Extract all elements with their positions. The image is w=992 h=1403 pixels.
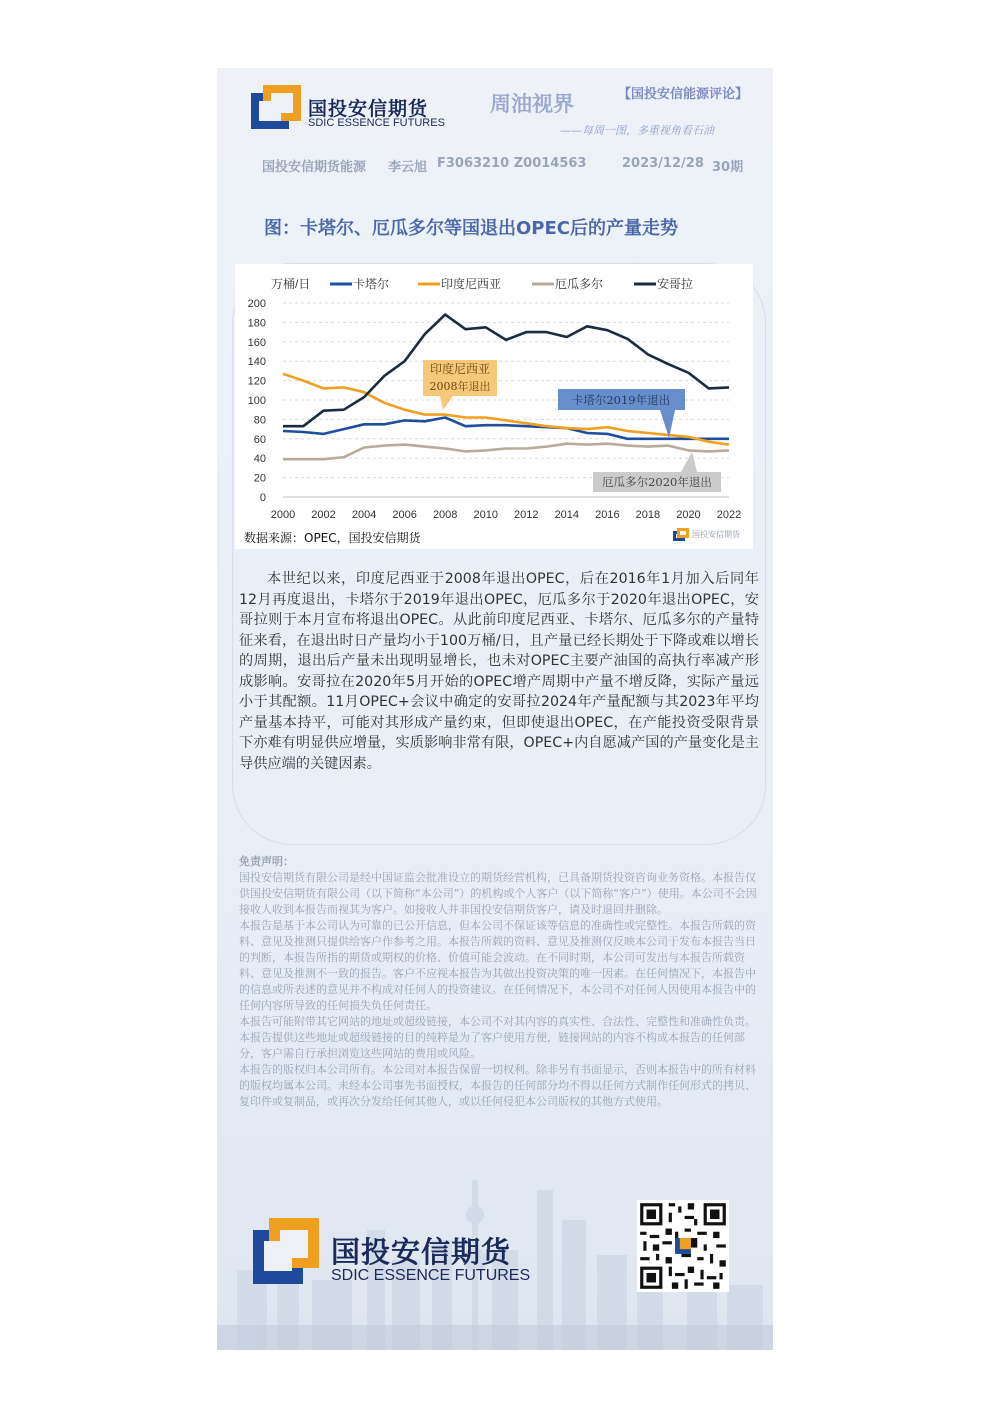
x-tick-label: 2016 <box>595 509 620 521</box>
annotation-label: 卡塔尔2019年退出 <box>571 393 671 407</box>
disclaimer-paragraph: 本报告可能附带其它网站的地址或超级链接，本公司不对其内容的真实性、合法性、完整性和准确性负责。本报告提供这些地址或超级链接的目的纯粹是为了客户使用方便，链接网站的内容不构成本报告的任何部分，客户需自行承担浏览这些网站的费用或风险。 <box>239 1015 756 1060</box>
y-axis-unit-label: 万桶/日 <box>271 277 311 291</box>
y-tick-label: 80 <box>253 414 266 427</box>
legend-label: 卡塔尔 <box>353 277 390 291</box>
annotation-label: 印度尼西亚 <box>429 362 491 376</box>
watermark-text: 国投安信期货 <box>692 530 740 539</box>
footer-logo-icon <box>253 1218 319 1284</box>
y-tick-label: 40 <box>253 453 266 466</box>
report-tag: 【国投安信能源评论】 <box>618 87 749 102</box>
y-tick-label: 160 <box>247 336 266 349</box>
x-tick-label: 2018 <box>635 509 661 521</box>
legend-label: 厄瓜多尔 <box>555 277 604 291</box>
x-tick-label: 2010 <box>473 509 498 521</box>
disclaimer <box>239 854 759 1110</box>
y-tick-label: 180 <box>247 317 266 330</box>
y-tick-label: 120 <box>247 375 266 388</box>
series-line <box>283 444 729 460</box>
series-title: 周油视界 <box>490 92 574 116</box>
qr-code-image <box>637 1200 729 1292</box>
x-tick-label: 2006 <box>392 509 417 521</box>
x-tick-label: 2004 <box>351 509 377 521</box>
disclaimer-paragraph: 本报告是基于本公司认为可靠的已公开信息，但本公司不保证该等信息的准确性或完整性。本报告所载的资料、意见及推测只提供给客户作参考之用。本报告所载的资料、意见及推测仅反映本公司于发布本报告当日的判断，本报告所指的期货或期权的价格、价值可能会波动。在不同时期，本公司可发出与本报告所载资料、意见及推测不一致的报告。客户不应视本报告为其做出投资决策的唯一因素。在任何情况下，本报告中的信息或所表述的意见并不构成对任何人的投资建议。在任何情况下，本公司不对任何人因使用本报告中的任何内容所导致的任何损失负任何责任。 <box>239 919 756 1012</box>
footer-brand-cn: 国投安信期货 <box>331 1235 512 1269</box>
annotation-label: 2008年退出 <box>429 380 491 393</box>
y-tick-label: 0 <box>259 492 266 504</box>
y-tick-label: 100 <box>247 395 266 407</box>
meta-license: F3063210 Z0014563 <box>437 156 587 171</box>
chart-card <box>235 264 753 549</box>
disclaimer-paragraph: 本报告的版权归本公司所有。本公司对本报告保留一切权利。除非另有书面显示，否则本报告中的所有材料的版权均属本公司。未经本公司事先书面授权，本报告的任何部分均不得以任何方式制作任何形式的拷贝、复印件或复制品，或再次分发给任何其他人，或以任何侵犯本公司版权的其他方式使用。 <box>239 1063 756 1108</box>
meta-date: 2023/12/28 <box>622 156 704 171</box>
analysis-paragraph: 本世纪以来，印度尼西亚于2008年退出OPEC，后在2016年1月加入后同年12月再度退出，卡塔尔于2019年退出OPEC，厄瓜多尔于2020年退出OPEC，安哥拉则于本月宣布将退出OPEC。从此前印度尼西亚、卡塔尔、厄瓜多尔的产量特征来看，在退出时日产量均小于100万桶/日，且产量已经长期处于下降或难以增长的周期，退出后产量未出现明显增长，也未对OPEC主要产油国的高执行率减产形成影响。安哥拉在2020年5月开始的OPEC增产周期中产量不增反降，实际产量远小于其配额。11月OPEC+会议中确定的安哥拉2024年产量配额与其2023年平均产量基本持平，可能对其形成产量约束，但即使退出OPEC，在产能投资受限背景下亦难有明显供应增量，实质影响非常有限，OPEC+内自愿减产国的产量变化是主导供应端的关键因素。 <box>239 571 759 772</box>
chart-source: 数据来源：OPEC，国投安信期货 <box>244 531 421 545</box>
meta-issue: 30期 <box>712 160 744 175</box>
x-tick-label: 2020 <box>676 509 701 521</box>
figure-title: 图：卡塔尔、厄瓜多尔等国退出OPEC后的产量走势 <box>264 218 678 239</box>
series-motto: ——每周一图，多重视角看石油 <box>560 124 714 137</box>
x-tick-label: 2008 <box>432 509 458 521</box>
annotation-pointer <box>681 452 697 472</box>
production-line-chart <box>235 264 753 549</box>
company-logo-icon <box>251 85 301 129</box>
annotation-label: 厄瓜多尔2020年退出 <box>602 475 712 489</box>
legend-label: 印度尼西亚 <box>441 277 502 291</box>
meta-author: 李云旭 <box>388 160 428 175</box>
x-tick-label: 2012 <box>514 509 539 521</box>
x-tick-label: 2002 <box>311 509 336 521</box>
brand-name-en: SDIC ESSENCE FUTURES <box>308 117 445 129</box>
x-tick-label: 2014 <box>554 509 580 521</box>
x-tick-label: 2000 <box>270 509 296 521</box>
disclaimer-heading: 免责声明： <box>239 855 294 868</box>
y-tick-label: 140 <box>247 356 266 369</box>
y-tick-label: 200 <box>247 298 266 310</box>
disclaimer-paragraph: 国投安信期货有限公司是经中国证监会批准设立的期货经营机构，已具备期货投资咨询业务资格。本报告仅供国投安信期货有限公司（以下简称“本公司”）的机构或个人客户（以下简称“客户”）使用。本公司不会因接收人收到本报告而视其为客户。如接收人并非国投安信期货客户，请及时退回并删除。 <box>239 871 757 916</box>
footer-brand-en: SDIC ESSENCE FUTURES <box>331 1267 531 1284</box>
chart-watermark <box>673 528 747 542</box>
brand-name-cn: 国投安信期货 <box>308 98 429 120</box>
meta-org: 国投安信期货能源 <box>262 160 367 175</box>
y-tick-label: 20 <box>253 472 266 485</box>
watermark-logo-icon <box>673 528 689 541</box>
y-tick-label: 60 <box>253 433 266 446</box>
x-tick-label: 2022 <box>716 509 742 521</box>
legend-label: 安哥拉 <box>657 277 694 291</box>
